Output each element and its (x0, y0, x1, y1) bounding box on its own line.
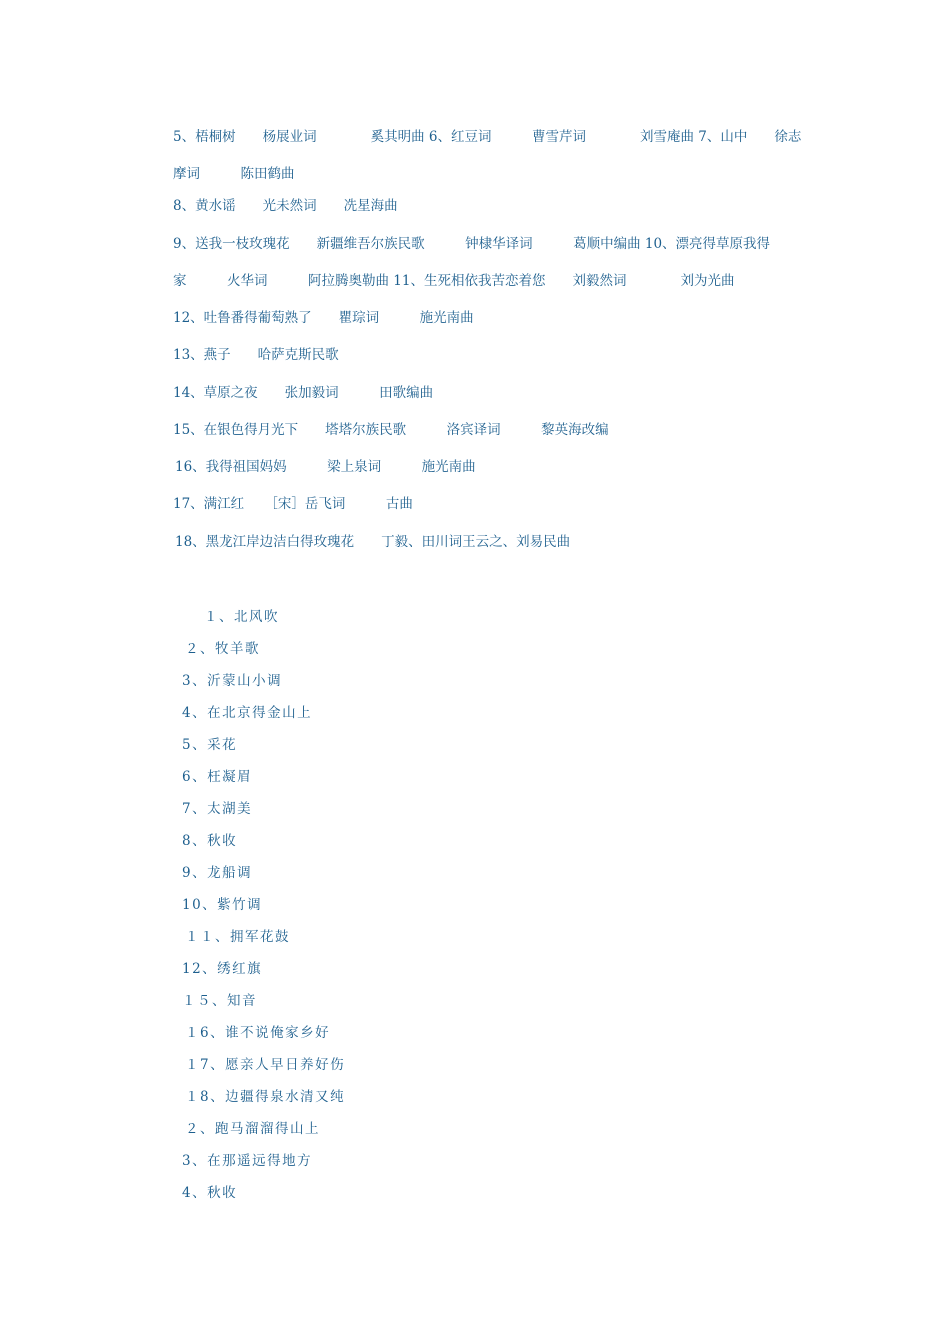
song-line-2: 摩词 陈田鹤曲 (173, 166, 295, 182)
list-item: 10、紫竹调 (182, 897, 263, 913)
list-item: 9、龙船调 (182, 865, 253, 881)
list-item: ２、牧羊歌 (185, 641, 260, 657)
list-item: 7、太湖美 (182, 801, 253, 817)
list-item: １6、谁不说俺家乡好 (185, 1025, 331, 1041)
song-line-4: 9、送我一枝玫瑰花 新疆维吾尔族民歌 钟棣华译词 葛顺中编曲 10、漂亮得草原我得 (173, 236, 771, 252)
song-line-7: 13、燕子 哈萨克斯民歌 (173, 347, 339, 363)
song-line-1: 5、梧桐树 杨展业词 奚其明曲 6、红豆词 曹雪芹词 刘雪庵曲 7、山中 徐志 (173, 129, 802, 145)
list-item: ２、跑马溜溜得山上 (185, 1121, 320, 1137)
list-item: 4、秋收 (182, 1185, 238, 1201)
list-item: １５、知音 (182, 993, 257, 1009)
list-item: １8、边疆得泉水清又纯 (185, 1089, 346, 1105)
list-item: １7、愿亲人早日养好伤 (185, 1057, 346, 1073)
song-line-11: 17、满江红 ［宋］岳飞词 古曲 (173, 496, 413, 512)
list-item: 5、采花 (182, 737, 238, 753)
list-item: １１、拥军花鼓 (185, 929, 290, 945)
list-item: 4、在北京得金山上 (182, 705, 313, 721)
list-item: 12、绣红旗 (182, 961, 263, 977)
song-line-8: 14、草原之夜 张加毅词 田歌编曲 (173, 385, 434, 401)
song-line-6: 12、吐鲁番得葡萄熟了 瞿琮词 施光南曲 (173, 310, 474, 326)
song-line-10: 16、我得祖国妈妈 梁上泉词 施光南曲 (175, 459, 476, 475)
list-item: 3、沂蒙山小调 (182, 673, 283, 689)
list-item: 3、在那遥远得地方 (182, 1153, 313, 1169)
list-item: １、北风吹 (204, 609, 279, 625)
song-line-12: 18、黑龙江岸边洁白得玫瑰花 丁毅、田川词王云之、刘易民曲 (175, 534, 571, 550)
song-line-9: 15、在银色得月光下 塔塔尔族民歌 洛宾译词 黎英海改编 (173, 422, 609, 438)
list-item: 8、秋收 (182, 833, 238, 849)
list-item: 6、枉凝眉 (182, 769, 253, 785)
song-line-5: 家 火华词 阿拉腾奥勒曲 11、生死相依我苦恋着您 刘毅然词 刘为光曲 (173, 273, 735, 289)
song-line-3: 8、黄水谣 光未然词 冼星海曲 (173, 198, 398, 214)
